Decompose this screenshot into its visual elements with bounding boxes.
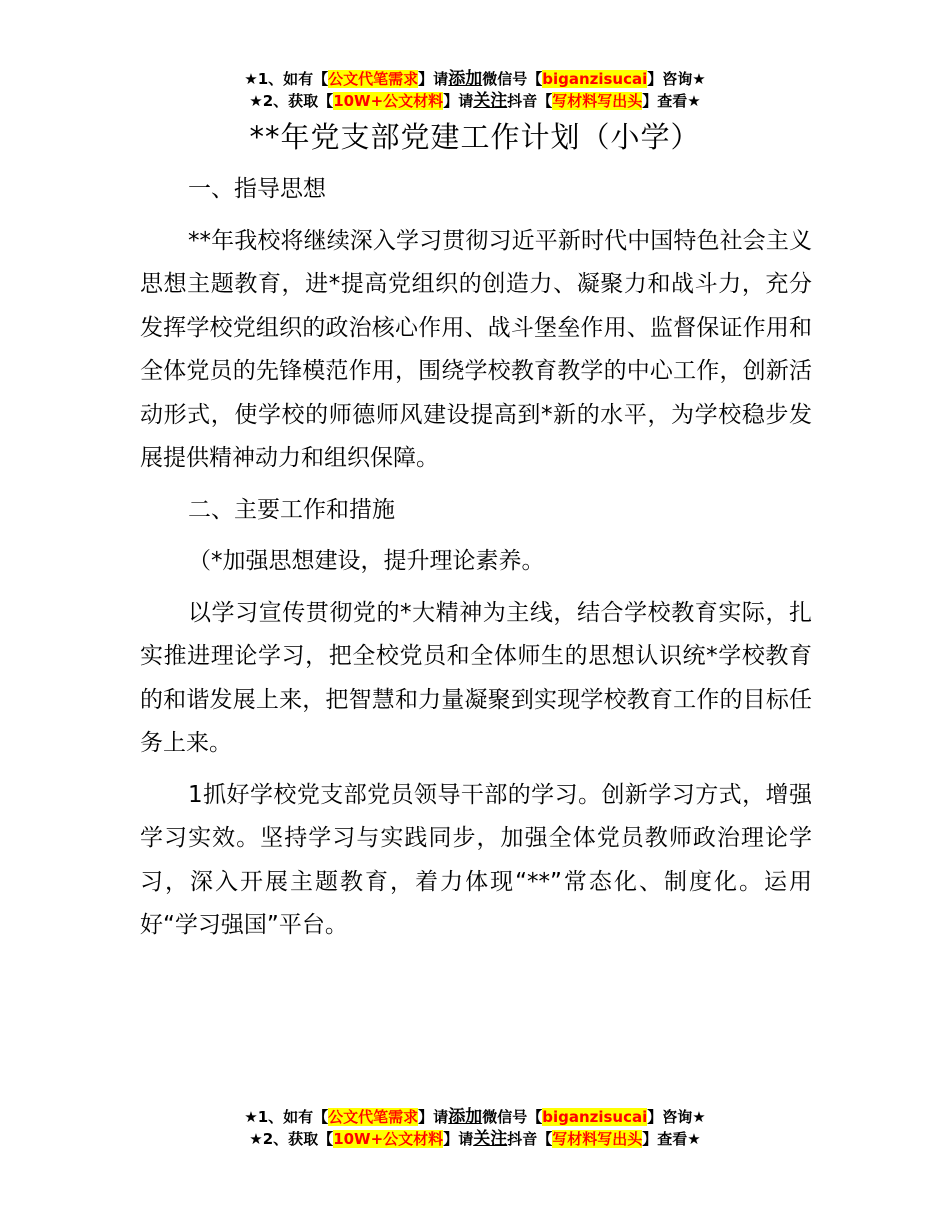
banner-text: 抖音【 bbox=[507, 1130, 553, 1148]
banner-text: 】请 bbox=[418, 70, 449, 88]
banner-text: 】查看★ bbox=[642, 1130, 701, 1148]
header-banner bbox=[0, 68, 950, 112]
banner-highlight: 公文代笔需求 bbox=[328, 70, 419, 88]
banner-text: ★2、获取【 bbox=[249, 1130, 334, 1148]
banner-text: 】咨询★ bbox=[647, 1108, 706, 1126]
document-body bbox=[140, 168, 812, 948]
banner-text: ★1、如有【 bbox=[244, 70, 329, 88]
section-heading: 一、指导思想 bbox=[188, 176, 326, 202]
document-title: **年党支部党建工作计划（小学） bbox=[249, 120, 701, 154]
banner-text: 】请 bbox=[443, 92, 474, 110]
banner-highlight: biganzisucai bbox=[542, 1108, 648, 1126]
footer-banner bbox=[0, 1106, 950, 1150]
banner-emphasis: 添加 bbox=[448, 1107, 483, 1127]
banner-highlight: 10W+公文材料 bbox=[333, 1130, 444, 1148]
banner-text: 微信号【 bbox=[482, 1108, 543, 1126]
paragraph: **年我校将继续深入学习贯彻习近平新时代中国特色社会主义思想主题教育，进*提高党组织的创造力、凝聚力和战斗力，充分发挥学校党组织的政治核心作用、战斗堡垒作用、监督保证作用和全体党员的先锋模范作用，围绕学校教育教学的中心工作，创新活动形式，使学校的师德师风建设提高到*新的水平，为学校稳步发展提供精神动力和组织保障。 bbox=[140, 227, 812, 471]
subsection-heading: （*加强思想建设，提升理论素养。 bbox=[188, 548, 545, 574]
banner-text: 】查看★ bbox=[642, 92, 701, 110]
banner-text: 微信号【 bbox=[482, 70, 543, 88]
banner-line-2 bbox=[0, 90, 950, 112]
banner-text: 】咨询★ bbox=[647, 70, 706, 88]
banner-line-2 bbox=[0, 1128, 950, 1150]
section-heading: 二、主要工作和措施 bbox=[188, 496, 395, 523]
banner-highlight: 写材料写出头 bbox=[552, 92, 643, 110]
banner-text: ★1、如有【 bbox=[244, 1108, 329, 1126]
banner-highlight: 10W+公文材料 bbox=[333, 92, 444, 110]
banner-line-1 bbox=[0, 1106, 950, 1128]
banner-text: 】请 bbox=[443, 1130, 474, 1148]
banner-highlight: 公文代笔需求 bbox=[328, 1108, 419, 1126]
banner-emphasis: 关注 bbox=[473, 1129, 508, 1149]
paragraph: 1抓好学校党支部党员领导干部的学习。创新学习方式，增强学习实效。坚持学习与实践同步，加强全体党员教师政治理论学习，深入开展主题教育，着力体现“**”常态化、制度化。运用好“学习强国”平台。 bbox=[140, 781, 812, 938]
banner-text: 抖音【 bbox=[507, 92, 553, 110]
banner-emphasis: 关注 bbox=[473, 91, 508, 111]
banner-highlight: biganzisucai bbox=[542, 70, 648, 88]
banner-text: 】请 bbox=[418, 1108, 449, 1126]
banner-highlight: 写材料写出头 bbox=[552, 1130, 643, 1148]
paragraph: 以学习宣传贯彻党的*大精神为主线，结合学校教育实际，扎实推进理论学习，把全校党员和全体师生的思想认识统*学校教育的和谐发展上来，把智慧和力量凝聚到实现学校教育工作的目标任务上来。 bbox=[140, 599, 812, 756]
banner-emphasis: 添加 bbox=[448, 69, 483, 89]
banner-text: ★2、获取【 bbox=[249, 92, 334, 110]
banner-line-1 bbox=[0, 68, 950, 90]
